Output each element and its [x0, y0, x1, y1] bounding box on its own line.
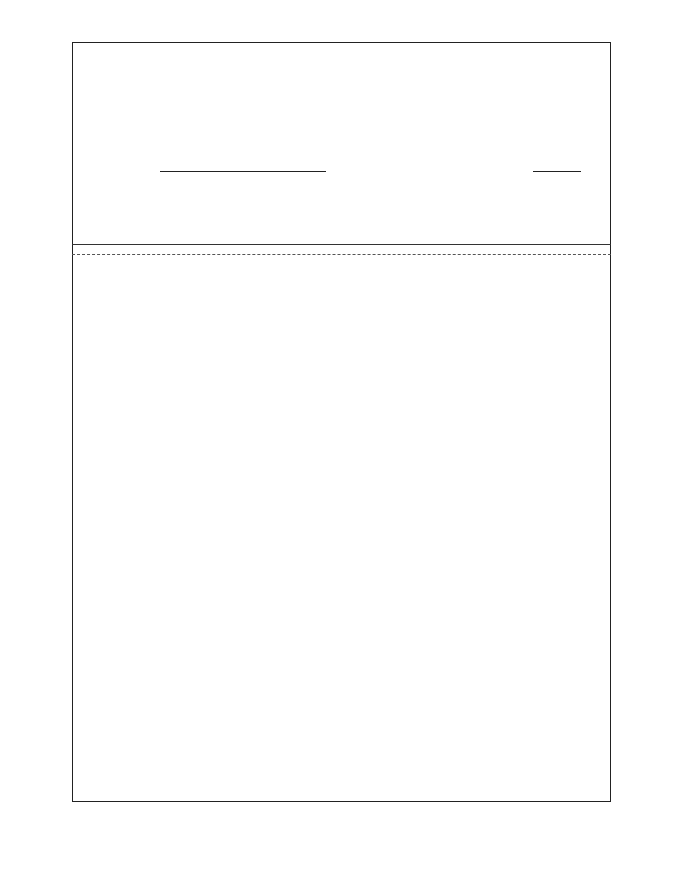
exam-frame: [72, 42, 611, 802]
divider: [72, 244, 611, 245]
divider-dashed: [72, 254, 611, 255]
subject-name: [160, 170, 326, 172]
code-value: [533, 170, 581, 172]
